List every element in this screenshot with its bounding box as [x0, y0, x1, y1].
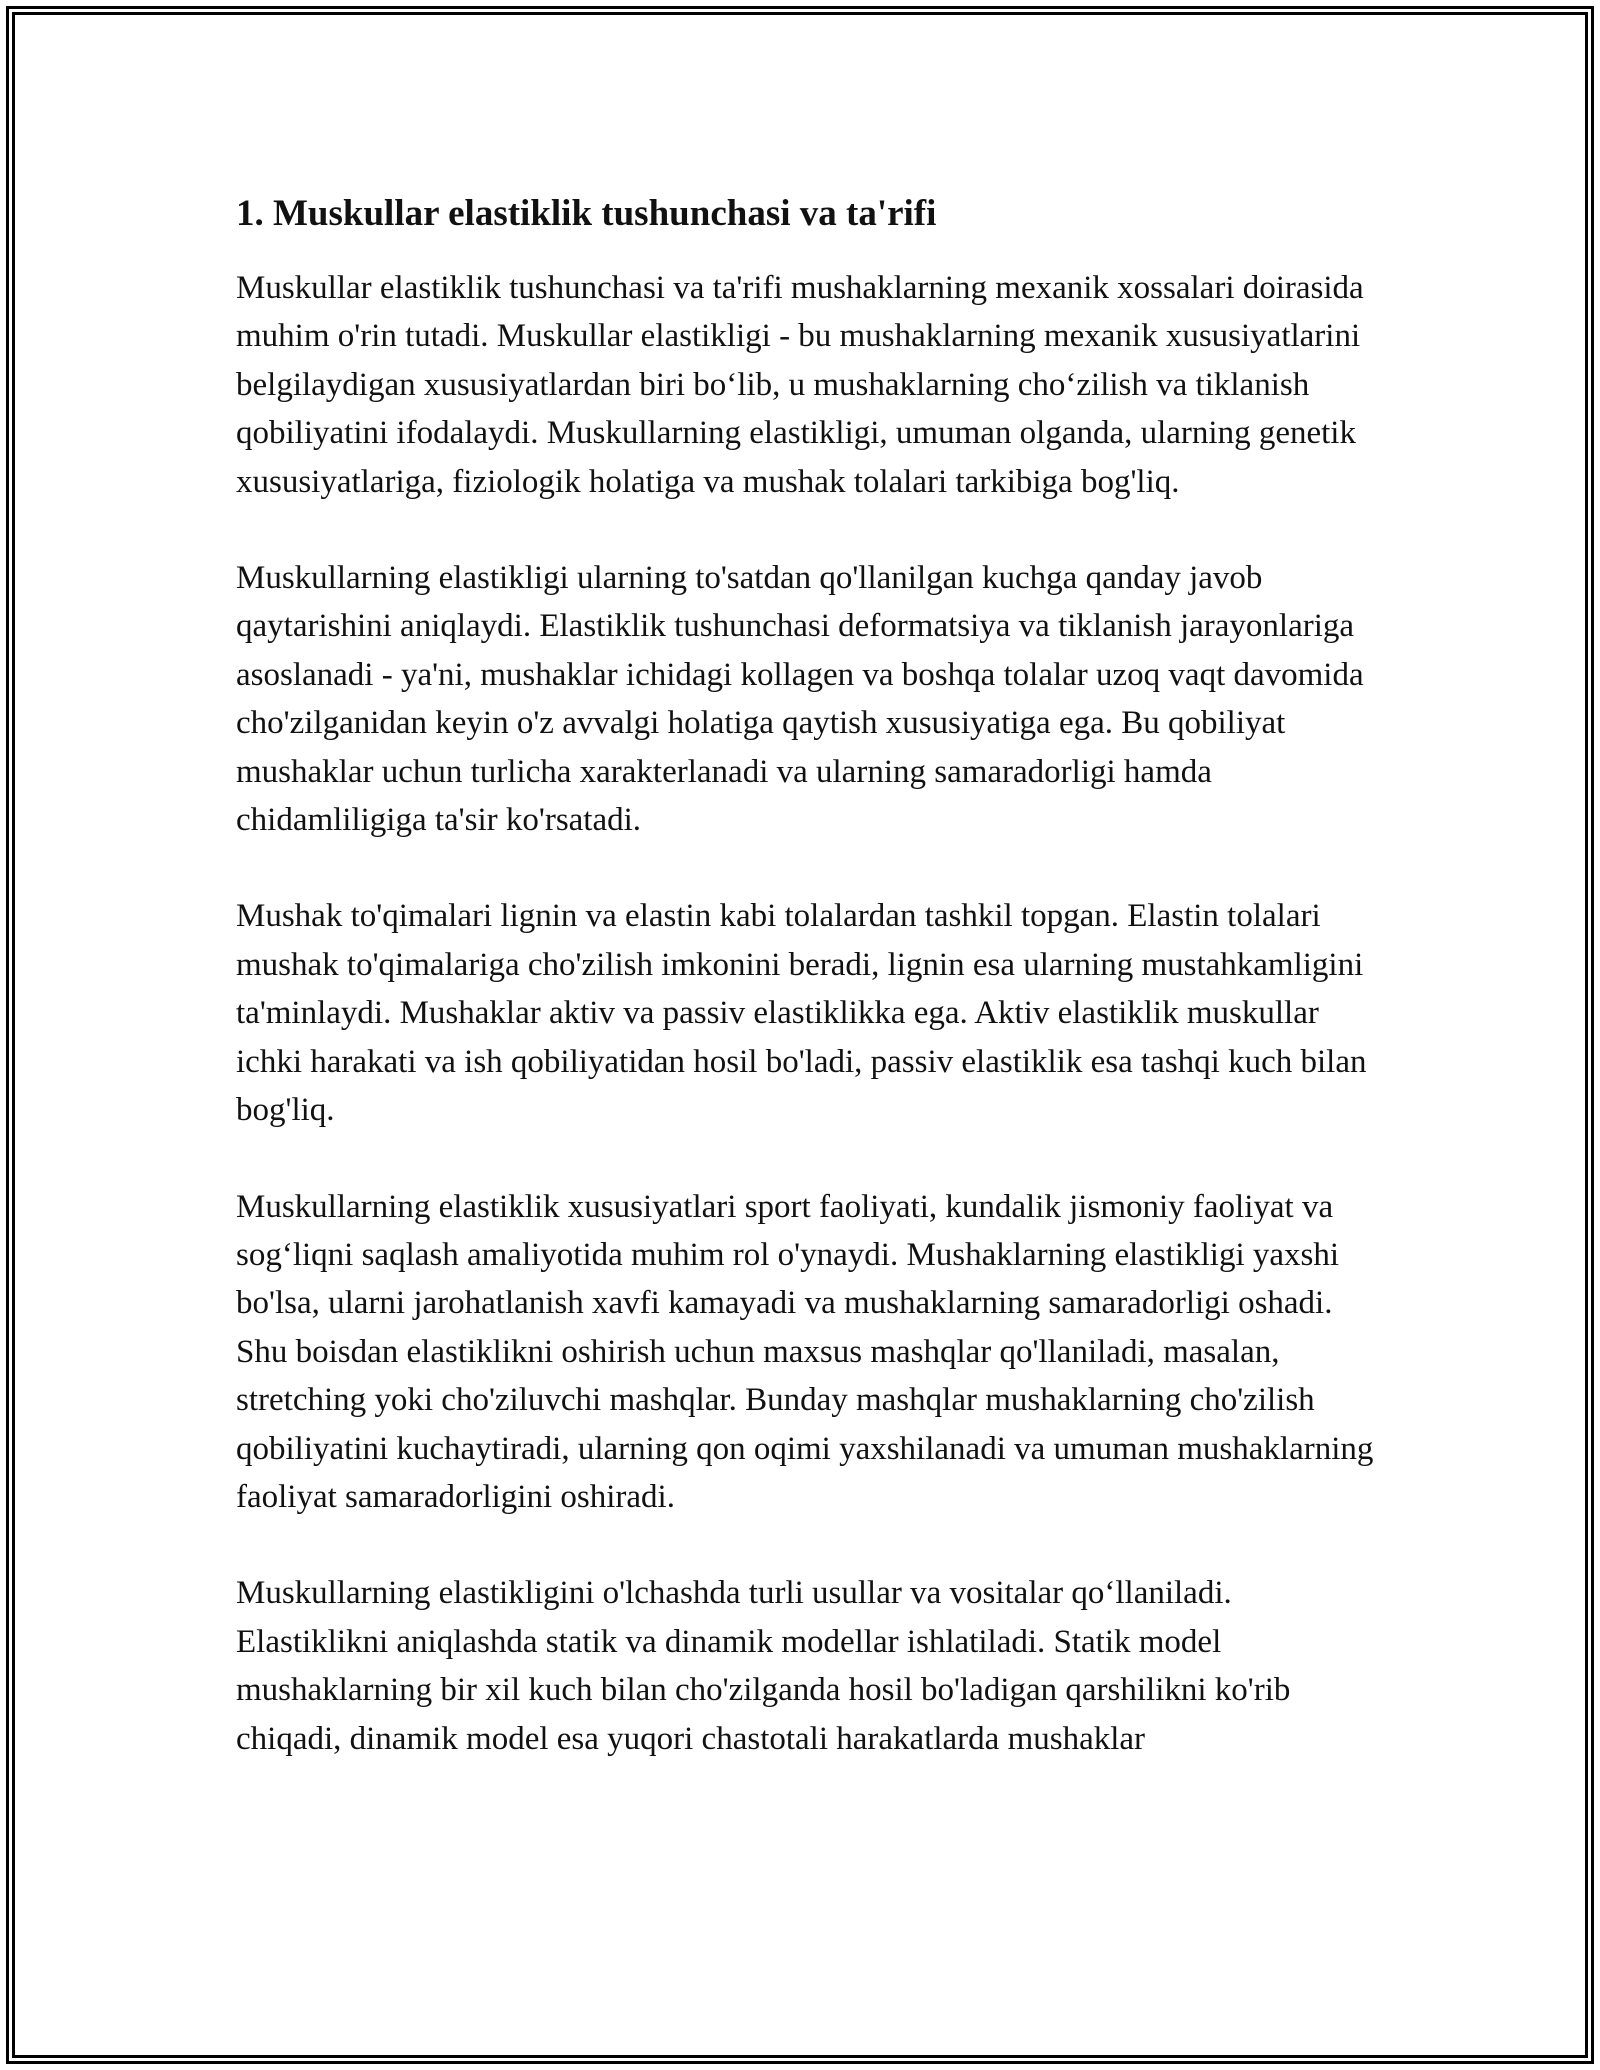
document-body: [236, 182, 1386, 1811]
section-heading: 1. Muskullar elastiklik tushunchasi va ta'rifi: [236, 193, 937, 234]
paragraph-measurement: Muskullarning elastikligini o'lchashda turli usullar va vositalar qo‘llaniladi. Elastiklikni aniqlashda statik va dinamik modellar ishlatiladi. Statik model mushaklarning bir xil kuch bilan cho'zilganda hosil bo'ladigan qarshilikni ko'rib chiqadi, dinamik model esa yuqori chastotali harakatlarda mushaklar: [236, 1575, 1291, 1757]
paragraph-sport-activity: Muskullarning elastiklik xususiyatlari sport faoliyati, kundalik jismoniy faoliyat va sog‘liqni saqlash amaliyotida muhim rol o'ynaydi. Mushaklarning elastikligi yaxshi bo'lsa, ularni jarohatlanish xavfi kamayadi va mushaklarning samaradorligi oshadi. Shu boisdan elastiklikni oshirish uchun maxsus mashqlar qo'llaniladi, masalan, stretching yoki cho'ziluvchi mashqlar. Bunday mashqlar mushaklarning cho'zilish qobiliyatini kuchaytiradi, ularning qon oqimi yaxshilanadi va umuman mushaklarning faoliyat samaradorligini oshiradi.: [236, 1188, 1374, 1515]
paragraph-definition: Muskullar elastiklik tushunchasi va ta'rifi mushaklarning mexanik xossalari doirasida muhim o'rin tutadi. Muskullar elastikligi - bu mushaklarning mexanik xususiyatlarini belgilaydigan xususiyatlardan biri bo‘lib, u mushaklarning cho‘zilish va tiklanish qobiliyatini ifodalaydi. Muskullarning elastikligi, umuman olganda, ularning genetik xususiyatlariga, fiziologik holatiga va mushak tolalari tarkibiga bog'liq.: [236, 270, 1364, 500]
paragraph-force-response: Muskullarning elastikligi ularning to'satdan qo'llanilgan kuchga qanday javob qaytarishini aniqlaydi. Elastiklik tushunchasi deformatsiya va tiklanish jarayonlariga asoslanadi - ya'ni, mushaklar ichidagi kollagen va boshqa tolalar uzoq vaqt davomida cho'zilganidan keyin o'z avvalgi holatiga qaytish xususiyatiga ega. Bu qobiliyat mushaklar uchun turlicha xarakterlanadi va ularning samaradorligi hamda chidamliligiga ta'sir ko'rsatadi.: [236, 560, 1364, 839]
paragraph-tissue-fibers: Mushak to'qimalari lignin va elastin kabi tolalardan tashkil topgan. Elastin tolalari mushak to'qimalariga cho'zilish imkonini beradi, lignin esa ularning mustahkamligini ta'minlaydi. Mushaklar aktiv va passiv elastiklikka ega. Aktiv elastiklik muskullar ichki harakati va ish qobiliyatidan hosil bo'ladi, passiv elastiklik esa tashqi kuch bilan bog'liq.: [236, 898, 1367, 1129]
